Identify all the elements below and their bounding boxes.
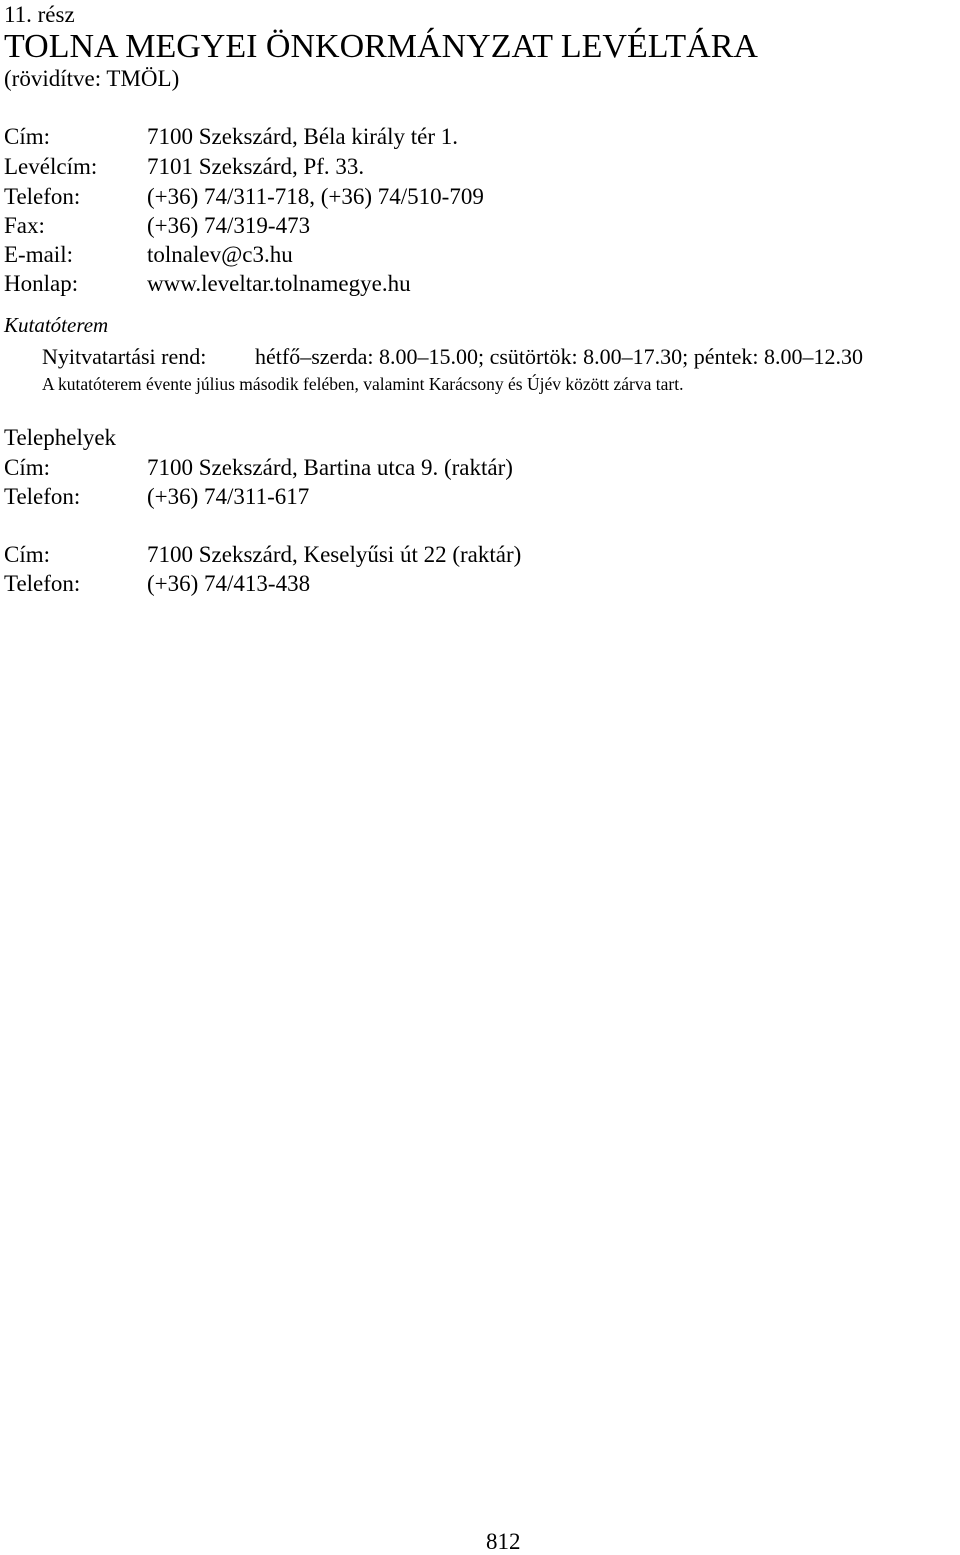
contact-value: (+36) 74/319-473	[147, 213, 311, 238]
contact-value: tolnalev@c3.hu	[147, 242, 293, 267]
site-address-label: Cím:	[4, 455, 51, 480]
contact-row-fax	[0, 213, 960, 243]
site-address: 7100 Szekszárd, Keselyűsi út 22 (raktár)	[147, 542, 522, 567]
site-2-address-row	[0, 542, 960, 572]
opening-hours	[42, 344, 863, 370]
contact-value: (+36) 74/311-718, (+36) 74/510-709	[147, 184, 484, 209]
site-phone: (+36) 74/413-438	[147, 571, 311, 596]
contact-row-postal	[0, 154, 960, 184]
abbreviation: TMÖL	[106, 66, 172, 91]
site-phone-label: Telefon:	[4, 484, 81, 509]
contact-value: 7100 Szekszárd, Béla király tér 1.	[147, 124, 459, 149]
site-1-address-row	[0, 455, 960, 485]
part-number: 11. rész	[4, 2, 75, 27]
site-address: 7100 Szekszárd, Bartina utca 9. (raktár)	[147, 455, 513, 480]
contact-row-address	[0, 124, 960, 154]
page-title: TOLNA MEGYEI ÖNKORMÁNYZAT LEVÉLTÁRA	[4, 28, 758, 65]
sites-heading: Telephelyek	[4, 425, 117, 450]
site-phone-label: Telefon:	[4, 571, 81, 596]
contact-label: Fax:	[4, 213, 45, 238]
abbreviation-suffix: )	[171, 66, 180, 91]
contact-label: E-mail:	[4, 242, 73, 267]
site-2-phone-row	[0, 571, 960, 601]
opening-hours-value: hétfő–szerda: 8.00–15.00; csütörtök: 8.00–17.30; péntek: 8.00–12.30	[255, 344, 863, 369]
contact-label: Levélcím:	[4, 154, 98, 179]
contact-row-phone	[0, 184, 960, 214]
site-address-label: Cím:	[4, 542, 51, 567]
contact-label: Honlap:	[4, 271, 79, 296]
reading-room-heading: Kutatóterem	[4, 313, 109, 337]
contact-value: www.leveltar.tolnamegye.hu	[147, 271, 411, 296]
page-number: 812	[486, 1529, 521, 1554]
site-phone: (+36) 74/311-617	[147, 484, 310, 509]
closure-note: A kutatóterem évente július második felében, valamint Karácsony és Újév között zárva tart.	[42, 374, 684, 394]
contact-value: 7101 Szekszárd, Pf. 33.	[147, 154, 365, 179]
contact-label: Cím:	[4, 124, 51, 149]
abbreviation-line	[4, 66, 179, 92]
abbreviation-prefix: (rövidítve:	[4, 66, 107, 91]
contact-row-website	[0, 271, 960, 301]
contact-row-email	[0, 242, 960, 272]
contact-label: Telefon:	[4, 184, 81, 209]
site-1-phone-row	[0, 484, 960, 514]
opening-hours-label: Nyitvatartási rend:	[42, 344, 207, 369]
